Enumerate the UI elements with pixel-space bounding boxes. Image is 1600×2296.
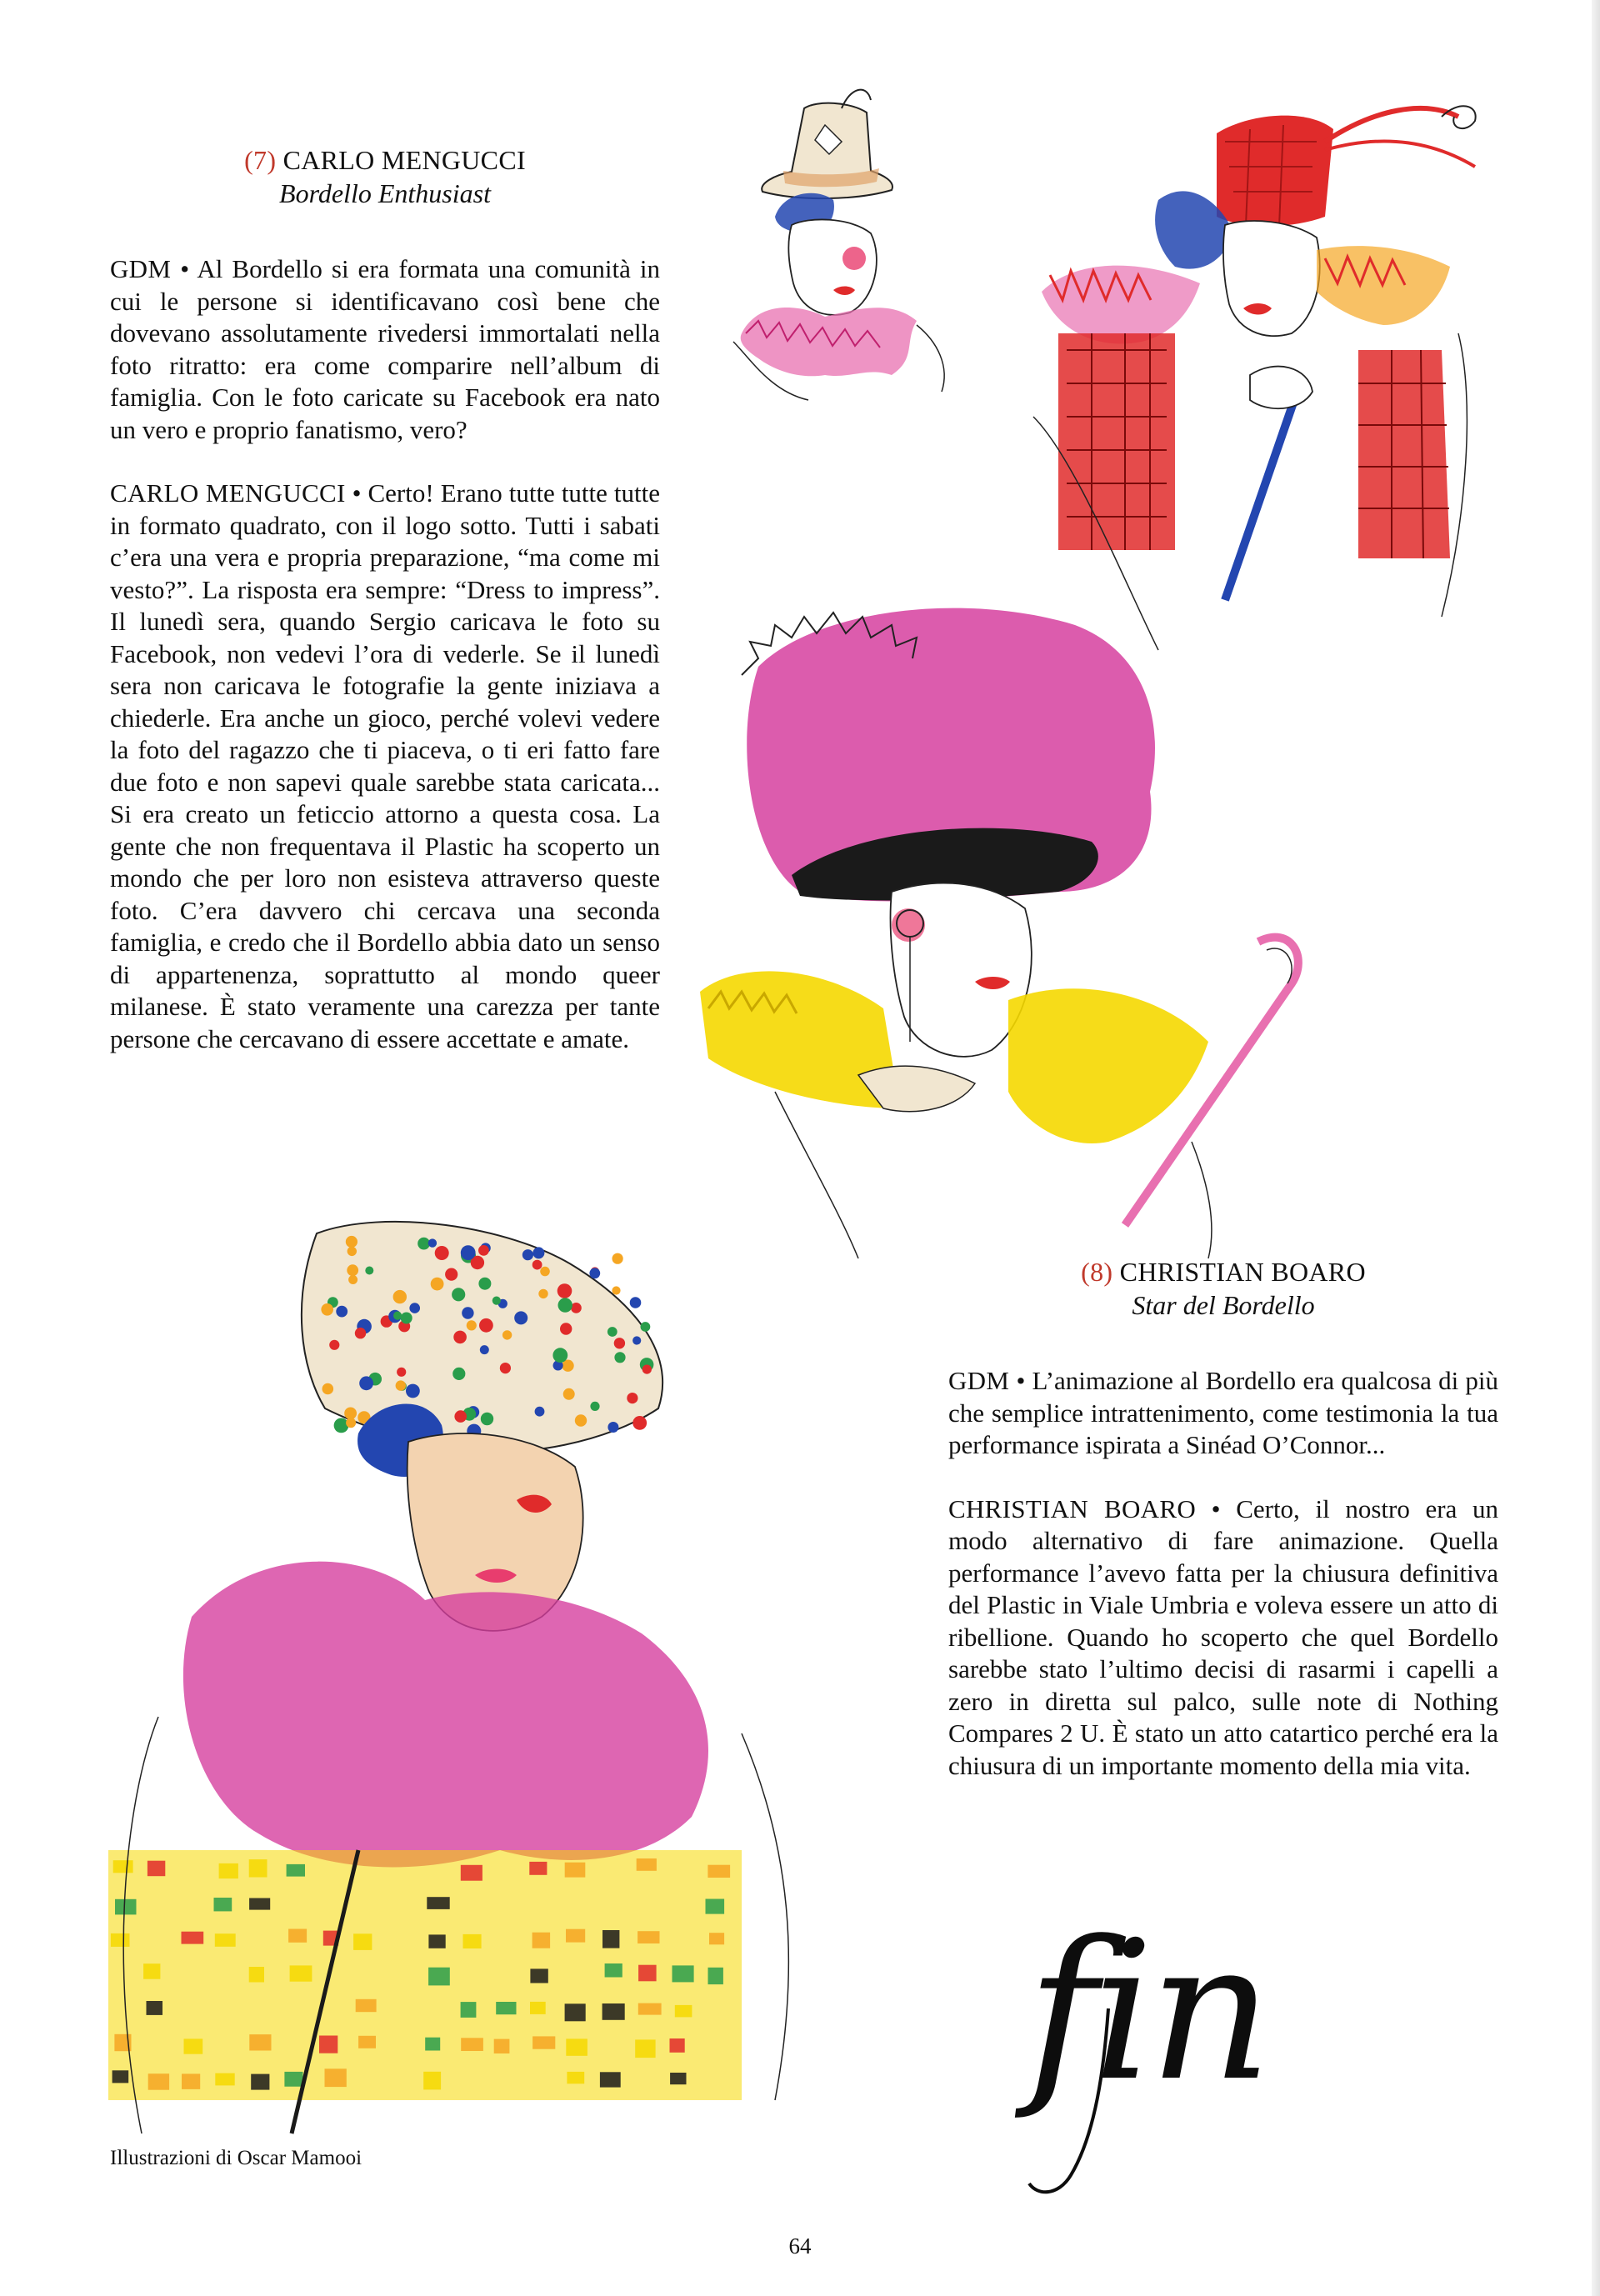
jacket-check bbox=[530, 1968, 548, 1983]
hat-dot bbox=[445, 1268, 458, 1281]
jacket-check bbox=[288, 1929, 307, 1943]
jacket-check bbox=[325, 2068, 347, 2087]
hat-dot bbox=[575, 1414, 587, 1426]
fin-signature: fin bbox=[1027, 1901, 1268, 2123]
jacket-check bbox=[566, 1929, 585, 1943]
hat-dot bbox=[535, 1407, 545, 1417]
hat-dot bbox=[571, 1303, 582, 1313]
jacket-check bbox=[635, 2039, 655, 2058]
hat-dot bbox=[612, 1286, 620, 1294]
jacket-check bbox=[353, 1933, 372, 1950]
hat-dot bbox=[532, 1260, 542, 1270]
hat-dot bbox=[452, 1368, 465, 1380]
speaker-label: CHRISTIAN BOARO bbox=[948, 1493, 1197, 1523]
illustration-top-hat-figure bbox=[725, 92, 975, 483]
section-number: (8) bbox=[1081, 1257, 1113, 1287]
jacket-check bbox=[532, 2036, 555, 2048]
jacket-check bbox=[565, 2003, 586, 2021]
hat-dot bbox=[563, 1388, 575, 1400]
jacket-check bbox=[428, 1968, 450, 1986]
hat-dot bbox=[334, 1418, 349, 1433]
jacket-check bbox=[670, 2073, 686, 2084]
jacket-check bbox=[530, 2002, 546, 2014]
jacket-check bbox=[600, 2072, 621, 2087]
hat-dot bbox=[461, 1245, 476, 1260]
illustration-pink-hat-figure bbox=[692, 575, 1317, 1267]
jacket-check bbox=[184, 2038, 203, 2053]
jacket-check bbox=[461, 2038, 483, 2051]
hat-dot bbox=[462, 1307, 473, 1318]
hat-dot bbox=[614, 1338, 625, 1348]
hat-dot bbox=[479, 1318, 493, 1333]
hat-dot bbox=[454, 1410, 467, 1423]
jacket-check bbox=[672, 1965, 694, 1982]
jacket-check bbox=[566, 2038, 588, 2055]
hat-dot bbox=[409, 1303, 420, 1313]
hat-dot bbox=[322, 1383, 334, 1395]
hat-dot bbox=[393, 1290, 407, 1303]
hat-dot bbox=[502, 1330, 512, 1339]
jacket-check bbox=[287, 1864, 305, 1877]
paragraph bbox=[948, 1493, 1498, 1783]
jacket-check bbox=[605, 1963, 622, 1978]
jacket-check bbox=[602, 2003, 625, 2020]
jacket-check bbox=[115, 1899, 137, 1915]
jacket-check bbox=[219, 1863, 238, 1878]
page-number: 64 bbox=[788, 2233, 812, 2258]
interviewee-role: Bordello Enthusiast bbox=[279, 178, 491, 208]
jacket-check bbox=[215, 2073, 234, 2086]
hat-dot bbox=[552, 1348, 568, 1363]
jacket-check bbox=[143, 1963, 160, 1979]
paragraph-text: Certo, il nostro era un modo alternativo di fare animazione. Quella performance l’avevo fatta per la chiusura definitiva del Plastic in Viale Umbria e voleva essere un atto di ribellione. Quando ho scoperto che quel Bordello sarebbe stato l’ultimo decisi di rasarmi i capelli a zero in diretta sul palco, sulle note di Nothing Compares 2 U. È stato un atto catartico perché era la chiusura di un importante momento della mia vita. bbox=[948, 1493, 1498, 1780]
jacket-check bbox=[706, 1899, 725, 1914]
hat-dot bbox=[478, 1278, 491, 1290]
section-number: (7) bbox=[244, 145, 277, 175]
hat-dot bbox=[538, 1289, 548, 1298]
jacket-check bbox=[249, 1967, 264, 1983]
hat-dot bbox=[632, 1416, 647, 1430]
jacket-check bbox=[112, 2070, 129, 2083]
section-7-heading bbox=[110, 143, 660, 210]
hat-dot bbox=[406, 1384, 420, 1398]
hat-dot bbox=[614, 1352, 625, 1363]
hat-dot bbox=[558, 1283, 572, 1298]
jacket-check bbox=[111, 1933, 130, 1947]
jacket-check bbox=[637, 1858, 657, 1871]
jacket-check bbox=[427, 1897, 449, 1909]
paragraph-text: L’animazione al Bordello era qualcosa di più che semplice intrattenimento, come testimonia la tua performance ispirata a Sinéad O’Connor... bbox=[948, 1366, 1499, 1459]
hat-dot bbox=[540, 1267, 550, 1277]
jacket-check bbox=[428, 1934, 445, 1948]
hat-dot bbox=[359, 1376, 373, 1390]
jacket-check bbox=[358, 2036, 376, 2048]
hat-dot bbox=[452, 1288, 465, 1301]
hat-dot bbox=[481, 1413, 493, 1425]
jacket-check bbox=[423, 2072, 441, 2090]
section-7-body bbox=[110, 253, 660, 1055]
jacket-check bbox=[638, 2003, 662, 2015]
hat-dot bbox=[453, 1331, 467, 1344]
jacket-check bbox=[463, 1934, 482, 1948]
hat-dot bbox=[336, 1306, 348, 1318]
illustration-credit: Illustrazioni di Oscar Mamooi bbox=[110, 2147, 362, 2169]
hat-dot bbox=[500, 1363, 511, 1373]
hat-dot bbox=[608, 1422, 618, 1433]
hat-dot bbox=[641, 1322, 651, 1332]
speaker-label: GDM bbox=[948, 1366, 1010, 1395]
hat-dot bbox=[492, 1297, 501, 1305]
hat-dot bbox=[401, 1313, 412, 1324]
jacket-check bbox=[249, 2034, 271, 2050]
hat-dot bbox=[560, 1323, 572, 1334]
hat-dot bbox=[431, 1278, 444, 1291]
jacket-check bbox=[461, 1865, 482, 1881]
paragraph bbox=[948, 1365, 1498, 1462]
jacket-check bbox=[251, 2074, 269, 2090]
hat-dot bbox=[393, 1312, 402, 1320]
jacket-check bbox=[249, 1859, 268, 1877]
hat-dot bbox=[355, 1328, 366, 1338]
paragraph bbox=[110, 253, 660, 446]
jacket-check bbox=[147, 2001, 163, 2015]
hat-dot bbox=[612, 1253, 623, 1264]
hat-dot bbox=[630, 1297, 642, 1308]
jacket-check bbox=[638, 1965, 657, 1982]
hat-dot bbox=[478, 1245, 489, 1256]
hat-dot bbox=[428, 1238, 437, 1247]
jacket-check bbox=[182, 2073, 200, 2089]
jacket-check bbox=[148, 1861, 165, 1877]
jacket-check bbox=[284, 2072, 302, 2087]
paragraph bbox=[110, 478, 660, 1055]
jacket-check bbox=[425, 2038, 440, 2051]
jacket-check bbox=[290, 1965, 312, 1981]
jacket-check bbox=[708, 1968, 723, 1984]
jacket-check bbox=[356, 1999, 377, 2012]
jacket-check bbox=[215, 1933, 236, 1947]
hat-dot bbox=[321, 1303, 333, 1316]
hat-dot bbox=[522, 1249, 533, 1260]
interviewee-name: CHRISTIAN BOARO bbox=[1119, 1257, 1366, 1287]
separator: • bbox=[1211, 1493, 1221, 1523]
hat-dot bbox=[347, 1264, 358, 1276]
jacket-check bbox=[567, 2072, 584, 2083]
jacket-check bbox=[565, 1863, 586, 1878]
jacket-check bbox=[249, 1898, 270, 1910]
hat-dot bbox=[348, 1247, 357, 1256]
hat-dot bbox=[514, 1311, 528, 1324]
fin-flourish bbox=[1021, 2000, 1121, 2200]
separator: • bbox=[352, 478, 362, 508]
hat-dot bbox=[397, 1368, 406, 1377]
interviewee-role: Star del Bordello bbox=[1132, 1290, 1315, 1320]
page-edge bbox=[1592, 0, 1600, 2296]
hat-dot bbox=[365, 1267, 373, 1275]
jacket-check bbox=[675, 2005, 692, 2018]
interviewee-name: CARLO MENGUCCI bbox=[282, 145, 526, 175]
hat-dot bbox=[346, 1418, 356, 1428]
separator: • bbox=[180, 254, 190, 283]
hat-dot bbox=[346, 1236, 358, 1248]
illustration-fez-figure bbox=[1025, 83, 1492, 658]
jacket-check bbox=[496, 2002, 516, 2014]
jacket-check bbox=[461, 2002, 477, 2018]
hat-dot bbox=[558, 1298, 572, 1312]
jacket-check bbox=[708, 1865, 730, 1878]
jacket-check bbox=[529, 1862, 547, 1875]
hat-dot bbox=[435, 1246, 449, 1260]
hat-dot bbox=[642, 1365, 652, 1374]
speaker-label: GDM bbox=[110, 254, 172, 283]
hat-dot bbox=[532, 1247, 544, 1258]
jacket-check bbox=[638, 1931, 659, 1943]
jacket-check bbox=[602, 1930, 619, 1948]
hat-dot bbox=[329, 1340, 339, 1350]
jacket-check bbox=[709, 1933, 724, 1944]
hat-dot bbox=[480, 1345, 489, 1354]
hat-dot bbox=[632, 1336, 641, 1344]
hat-dot bbox=[608, 1327, 618, 1337]
jacket-check bbox=[113, 1860, 133, 1873]
hat-dot bbox=[344, 1408, 357, 1420]
jacket-check bbox=[532, 1933, 551, 1948]
hat-dot bbox=[467, 1320, 477, 1330]
hat-dot bbox=[396, 1380, 406, 1390]
section-8-body bbox=[948, 1365, 1498, 1782]
separator: • bbox=[1016, 1366, 1026, 1395]
hat-dot bbox=[627, 1393, 638, 1403]
illustration-polka-hat-figure bbox=[108, 1217, 875, 2183]
hat-dot bbox=[589, 1268, 600, 1278]
paragraph-text: Certo! Erano tutte tutte tutte in formato quadrato, con il logo sotto. Tutti i sabati c’era una vera e propria preparazione, “ma come mi vesto?”. La risposta era sempre: “Dress to impress”. Il lunedì sera, quando Sergio caricava le foto su Facebook, non vedevi l’ora di vederle. Se il lunedì sera non caricava le fotografie la gente iniziava a chiederle. Era anche un gioco, perché volevi vedere la foto del ragazzo che ti piaceva, o ti eri fatto fare due foto e non sapevi quale sarebbe stata caricata... Si era creato un feticcio attorno a questa cosa. La gente che non frequentava il Plastic ha scoperto un mondo che per loro non esisteva attraverso queste foto. C’era davvero chi cercava una seconda famiglia, e credo che il Bordello abbia dato un senso di appartenenza, soprattutto al mondo queer milanese. È stato veramente una carezza per tante persone che cercavano di essere accettate e amate. bbox=[110, 478, 661, 1053]
jacket-check bbox=[319, 2036, 338, 2053]
jacket-check bbox=[214, 1898, 232, 1911]
jacket-check bbox=[670, 2038, 685, 2053]
jacket-check bbox=[494, 2039, 510, 2053]
hat-dot bbox=[348, 1275, 358, 1284]
speaker-label: CARLO MENGUCCI bbox=[110, 478, 346, 508]
hat-dot bbox=[590, 1402, 599, 1411]
jacket-check bbox=[148, 2073, 169, 2090]
paragraph-text: Al Bordello si era formata una comunità in cui le persone si identificavano così bene che dovevano assolutamente rivedersi immortalati nella foto ritratto: era come comparire nell’album di famiglia. Con le foto caricate su Facebook era nato un vero e proprio fanatismo, vero? bbox=[110, 254, 661, 444]
jacket-check bbox=[182, 1932, 204, 1944]
